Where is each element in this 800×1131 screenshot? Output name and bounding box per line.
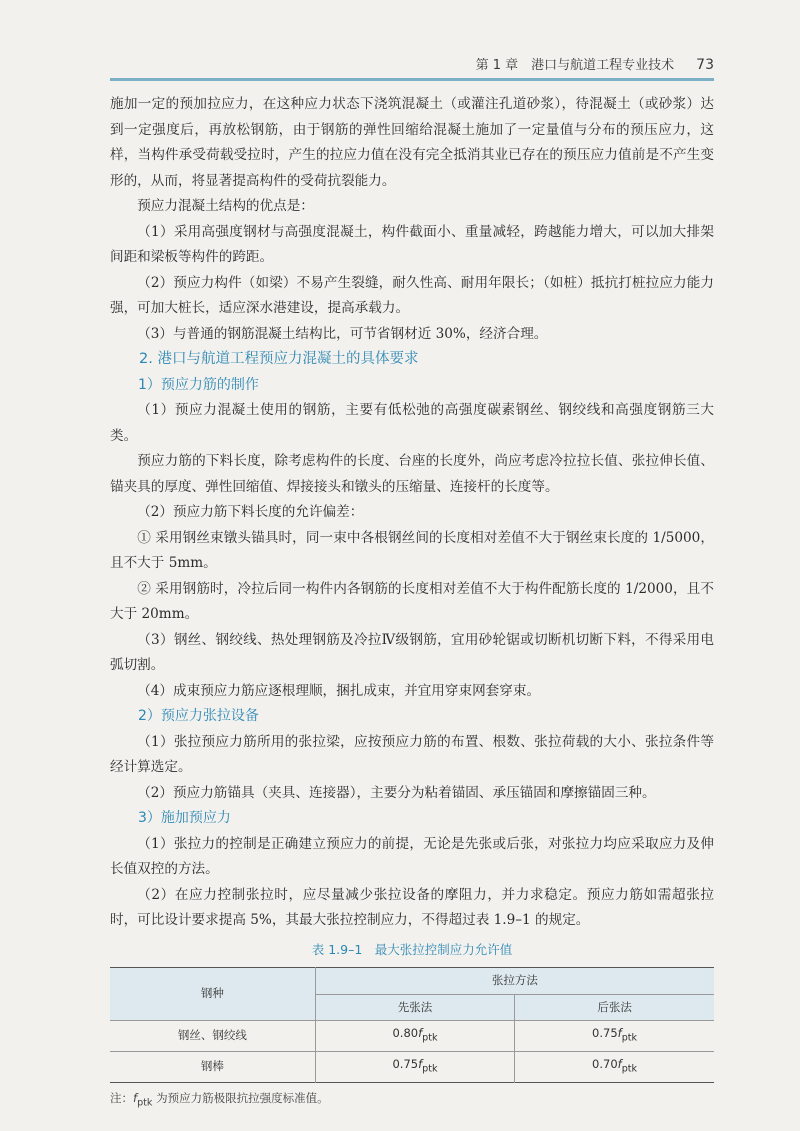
cell-posttension: $0.70f_{ptk}$ xyxy=(515,1051,714,1082)
running-header xyxy=(110,54,714,73)
cell-posttension: $0.75f_{ptk}$ xyxy=(515,1021,714,1052)
cell-pretension: $0.75f_{ptk}$ xyxy=(315,1051,514,1082)
paragraph-tension-control: （1）张拉力的控制是正确建立预应力的前提，无论是先张或后张，对张拉力均应采取应力及伸长值双控的方法。 xyxy=(110,835,714,877)
header-rule xyxy=(110,78,714,81)
cell-steel-type: 钢棒 xyxy=(110,1051,315,1082)
paragraph-over-tension: （2）在应力控制张拉时，应尽量减少张拉设备的摩阻力，并力求稳定。预应力筋如需超张拉时，可比设计要求提高 5%，其最大张拉控制应力，不得超过表 1.9–1 的规定。 xyxy=(110,886,714,928)
section-heading: 2. 港口与航道工程预应力混凝土的具体要求 xyxy=(139,351,419,367)
paragraph-cutting: （3）钢丝、钢绞线、热处理钢筋及冷拉Ⅳ级钢筋，宜用砂轮锯或切断机切断下料，不得采用电弧切割。 xyxy=(110,631,714,673)
subsection-heading-2: 2）预应力张拉设备 xyxy=(138,708,259,724)
table-row xyxy=(110,1021,714,1052)
cell-steel-type: 钢丝、钢绞线 xyxy=(110,1021,315,1052)
table-row xyxy=(110,1051,714,1082)
page-number: 73 xyxy=(696,57,714,73)
paragraph-tolerance-2: ② 采用钢筋时，冷拉后同一构件内各钢筋的长度相对差值不大于构件配筋长度的 1/2000，且不大于 20mm。 xyxy=(110,580,714,622)
table-note: 注：$f_{ptk}$ 为预应力筋极限抗拉强度标准值。 xyxy=(110,1090,329,1108)
paragraph-advantage-3: （3）与普通的钢筋混凝土结构比，可节省钢材近 30%，经济合理。 xyxy=(137,325,548,342)
stress-table xyxy=(110,967,714,1083)
chapter-title: 第 1 章 港口与航道工程专业技术 xyxy=(475,58,675,73)
header-steel-type: 钢种 xyxy=(110,968,315,1021)
table-caption: 表 1.9–1 最大张拉控制应力允许值 xyxy=(311,941,513,957)
header-tension-method: 张拉方法 xyxy=(315,968,714,995)
paragraph-tolerance: （2）预应力筋下料长度的允许偏差： xyxy=(137,504,364,520)
paragraph-bundling: （4）成束预应力筋应逐根理顺，捆扎成束，并宜用穿束网套穿束。 xyxy=(137,682,541,699)
subsection-heading-1: 1）预应力筋的制作 xyxy=(138,376,259,393)
paragraph-steel-types: （1）预应力混凝土使用的钢筋，主要有低松弛的高强度碳素钢丝、钢绞线和高强度钢筋三大类。 xyxy=(110,402,714,444)
paragraph-cut-length: 预应力筋的下料长度，除考虑构件的长度、台座的长度外，尚应考虑冷拉拉长值、张拉伸长值、锚夹具的厚度、弹性回缩值、焊接接头和镦头的压缩量、连接杆的长度等。 xyxy=(110,453,714,495)
paragraph-advantage-1: （1）采用高强度钢材与高强度混凝土，构件截面小、重量减轻，跨越能力增大，可以加大排架间距和梁板等构件的跨距。 xyxy=(110,223,714,265)
subsection-heading-3: 3）施加预应力 xyxy=(138,810,231,826)
paragraph-advantages-intro: 预应力混凝土结构的优点是： xyxy=(137,198,314,214)
paragraph-anchors: （2）预应力筋锚具（夹具、连接器），主要分为粘着锚固、承压锚固和摩擦锚固三种。 xyxy=(137,784,656,801)
body-text xyxy=(110,92,714,1112)
paragraph-continued: 施加一定的预加拉应力，在这种应力状态下浇筑混凝土（或灌注孔道砂浆），待混凝土（或砂浆）达到一定强度后，再放松钢筋，由于钢筋的弹性回缩给混凝土施加了一定量值与分布的预压应力，这样，当构件承受荷载受拉时，产生的拉应力值在没有完全抵消其业已存在的预压应力值前是不产生变形的，从而，将显著提高构件的受荷抗裂能力。 xyxy=(110,96,714,189)
header-posttension: 后张法 xyxy=(515,994,714,1021)
header-pretension: 先张法 xyxy=(315,994,514,1021)
paragraph-advantage-2: （2）预应力构件（如梁）不易产生裂缝，耐久性高、耐用年限长；（如桩）抵抗打桩拉应力能力强，可加大桩长，适应深水港建设，提高承载力。 xyxy=(110,274,714,316)
cell-pretension: $0.80f_{ptk}$ xyxy=(315,1021,514,1052)
paragraph-tolerance-1: ① 采用钢丝束镦头锚具时，同一束中各根钢丝间的长度相对差值不大于钢丝束长度的 1/5000，且不大于 5mm。 xyxy=(110,529,714,571)
paragraph-tension-beam: （1）张拉预应力筋所用的张拉梁，应按预应力筋的布置、根数、张拉荷载的大小、张拉条件等经计算选定。 xyxy=(110,733,714,775)
